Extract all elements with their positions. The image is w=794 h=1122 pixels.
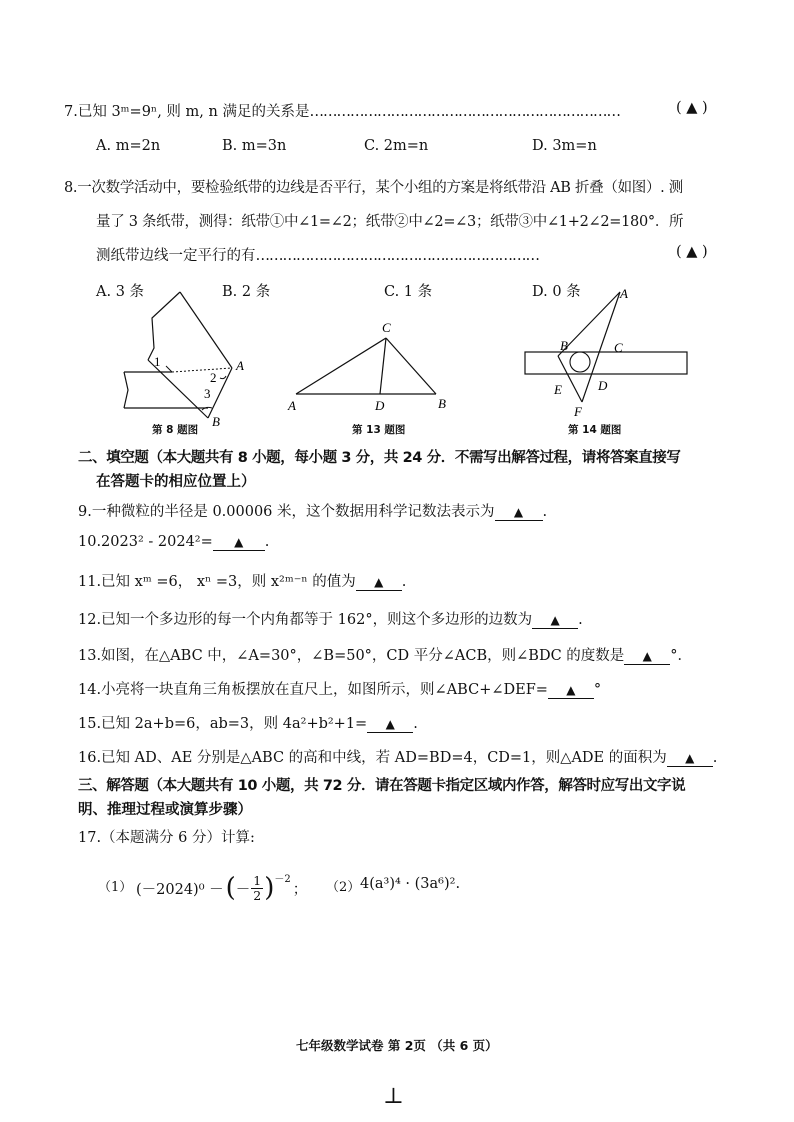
fig8-label-2: 2 (210, 370, 217, 385)
answer-mark: ▲ (566, 683, 576, 697)
q15: 15.已知 2a+b=6，ab=3，则 4a²+b²+1= ▲ . (78, 716, 418, 732)
fig13-label-d: D (375, 398, 385, 413)
q8-option-d: D. 0 条 (532, 284, 581, 300)
q7-option-b: B. m=3n (222, 138, 287, 154)
figure-14-diagram (520, 284, 700, 424)
answer-mark: ▲ (385, 717, 395, 731)
q7-option-c: C. 2m=n (364, 138, 429, 154)
figure-8-diagram (110, 290, 260, 430)
q8-answer-mark: ( ▲ ) (676, 244, 708, 260)
q8-line2: 量了 3 条纸带，测得：纸带①中∠1=∠2；纸带②中∠2=∠3；纸带③中∠1+2∠2=180°．所 (96, 214, 684, 230)
section-2-heading-cont: 在答题卡的相应位置上） (96, 474, 256, 490)
figure-8-caption: 第 8 题图 (152, 424, 199, 436)
q8-line1: 8.一次数学活动中，要检验纸带的边线是否平行，某个小组的方案是将纸带沿 AB 折叠（如图）. 测 (64, 180, 683, 196)
q14: 14.小亮将一块直角三角板摆放在直尺上，如图所示，则∠ABC+∠DEF= ▲ ° (78, 682, 602, 698)
q17-part2-expression: 4(a³)⁴ · (3a⁶)². (360, 876, 461, 892)
answer-mark: ▲ (685, 751, 695, 765)
q11: 11.已知 xᵐ =6， xⁿ =3，则 x²ᵐ⁻ⁿ 的值为 ▲ . (78, 574, 407, 590)
fig13-label-a: A (288, 398, 296, 413)
q7-option-a: A. m=2n (96, 138, 161, 154)
section-3-heading-cont: 明、推理过程或演算步骤） (78, 802, 252, 818)
figure-13-diagram (282, 316, 462, 416)
q8-option-a: A. 3 条 (96, 284, 145, 300)
fig8-label-3: 3 (204, 386, 211, 401)
answer-mark: ▲ (234, 535, 244, 549)
fig14-label-b: B (560, 338, 568, 353)
bottom-binding-mark: ⊥ (383, 1084, 404, 1109)
q17-part1-label: （1） (98, 880, 133, 895)
figure-13-caption: 第 13 题图 (352, 424, 406, 436)
fig14-label-e: E (554, 382, 562, 397)
fig14-label-c: C (614, 340, 623, 355)
answer-mark: ▲ (642, 649, 652, 663)
fig13-label-b: B (438, 396, 446, 411)
fig8-label-1: 1 (154, 354, 161, 369)
q10: 10.2023² - 2024²= ▲ . (78, 534, 270, 550)
q8-option-c: C. 1 条 (384, 284, 433, 300)
q17-title: 17.（本题满分 6 分）计算: (78, 830, 255, 846)
q9: 9.一种微粒的半径是 0.00006 米，这个数据用科学记数法表示为 ▲ . (78, 504, 548, 520)
q17-part2-label: （2） (326, 880, 361, 895)
q12: 12.已知一个多边形的每一个内角都等于 162°，则这个多边形的边数为 ▲ . (78, 612, 583, 628)
figure-14-caption: 第 14 题图 (568, 424, 622, 436)
answer-mark: ▲ (550, 613, 560, 627)
q13: 13.如图，在△ABC 中，∠A=30°，∠B=50°，CD 平分∠ACB，则∠BDC 的度数是 ▲ °． (78, 648, 693, 664)
q7-answer-mark: ( ▲ ) (676, 100, 708, 116)
section-3-heading: 三、解答题（本大题共有 10 小题，共 72 分．请在答题卡指定区域内作答，解答时应写出文字说 (78, 778, 686, 794)
q7-option-d: D. 3m=n (532, 138, 597, 154)
q16: 16.已知 AD、AE 分别是△ABC 的高和中线，若 AD=BD=4，CD=1，则△ADE 的面积为 ▲ . (78, 750, 718, 766)
fig14-label-d: D (598, 378, 608, 393)
fig13-label-c: C (382, 320, 391, 335)
fig14-label-f: F (574, 404, 582, 419)
q8-option-b: B. 2 条 (222, 284, 271, 300)
answer-mark: ▲ (513, 505, 524, 519)
q7-stem: 7.已知 3ᵐ=9ⁿ, 则 m, n 满足的关系是…………………………………………………………… (64, 104, 620, 120)
q8-line3: 测纸带边线一定平行的有……………………………………………………… (96, 248, 539, 264)
fig8-label-b: B (212, 414, 220, 429)
fig14-label-a: A (620, 286, 628, 301)
section-2-heading: 二、填空题（本大题共有 8 小题，每小题 3 分，共 24 分．不需写出解答过程，请将答案直接写 (78, 450, 681, 466)
page-footer: 七年级数学试卷 第 2页 （共 6 页） (296, 1038, 498, 1053)
q17-part1-expression: (－2024)⁰ － ( － 1 2 ) $^{-2}$ ； (136, 872, 308, 903)
answer-mark: ▲ (374, 575, 384, 589)
fig8-label-a: A (236, 358, 244, 373)
